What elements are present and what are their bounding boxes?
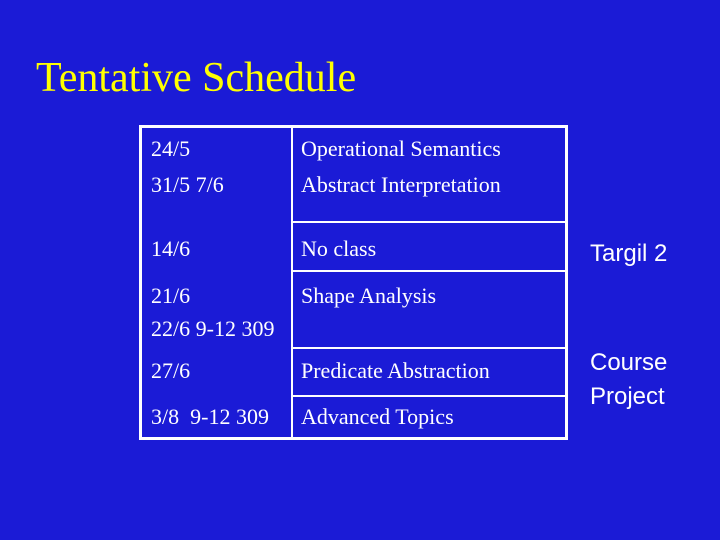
schedule-date: 3/8 9-12 309	[151, 404, 269, 429]
schedule-topic: Abstract Interpretation	[301, 172, 501, 197]
schedule-date: 31/5 7/6	[151, 172, 224, 197]
table-row-divider	[291, 270, 568, 272]
table-border-bottom	[139, 437, 568, 440]
schedule-topic: Advanced Topics	[301, 404, 454, 429]
slide-title: Tentative Schedule	[36, 55, 357, 101]
table-border-right	[565, 125, 568, 440]
schedule-date: 14/6	[151, 236, 191, 261]
schedule-date: 24/5	[151, 136, 191, 161]
schedule-table	[139, 125, 568, 440]
schedule-topic: Shape Analysis	[301, 283, 437, 308]
schedule-date: 27/6	[151, 358, 191, 383]
table-border-left	[139, 125, 142, 440]
schedule-topic: Predicate Abstraction	[301, 358, 490, 383]
schedule-topic: No class	[301, 236, 377, 261]
table-row-divider	[291, 395, 568, 397]
schedule-date: 22/6 9-12 309	[151, 316, 275, 341]
side-note-project: Project	[590, 383, 665, 410]
table-row-divider	[291, 221, 568, 223]
schedule-topic: Operational Semantics	[301, 136, 501, 161]
side-note-targil: Targil 2	[590, 240, 668, 267]
schedule-date: 21/6	[151, 283, 191, 308]
side-note-course: Course	[590, 349, 668, 376]
table-border-top	[139, 125, 568, 128]
table-column-divider	[291, 125, 293, 440]
table-row-divider	[291, 347, 568, 349]
